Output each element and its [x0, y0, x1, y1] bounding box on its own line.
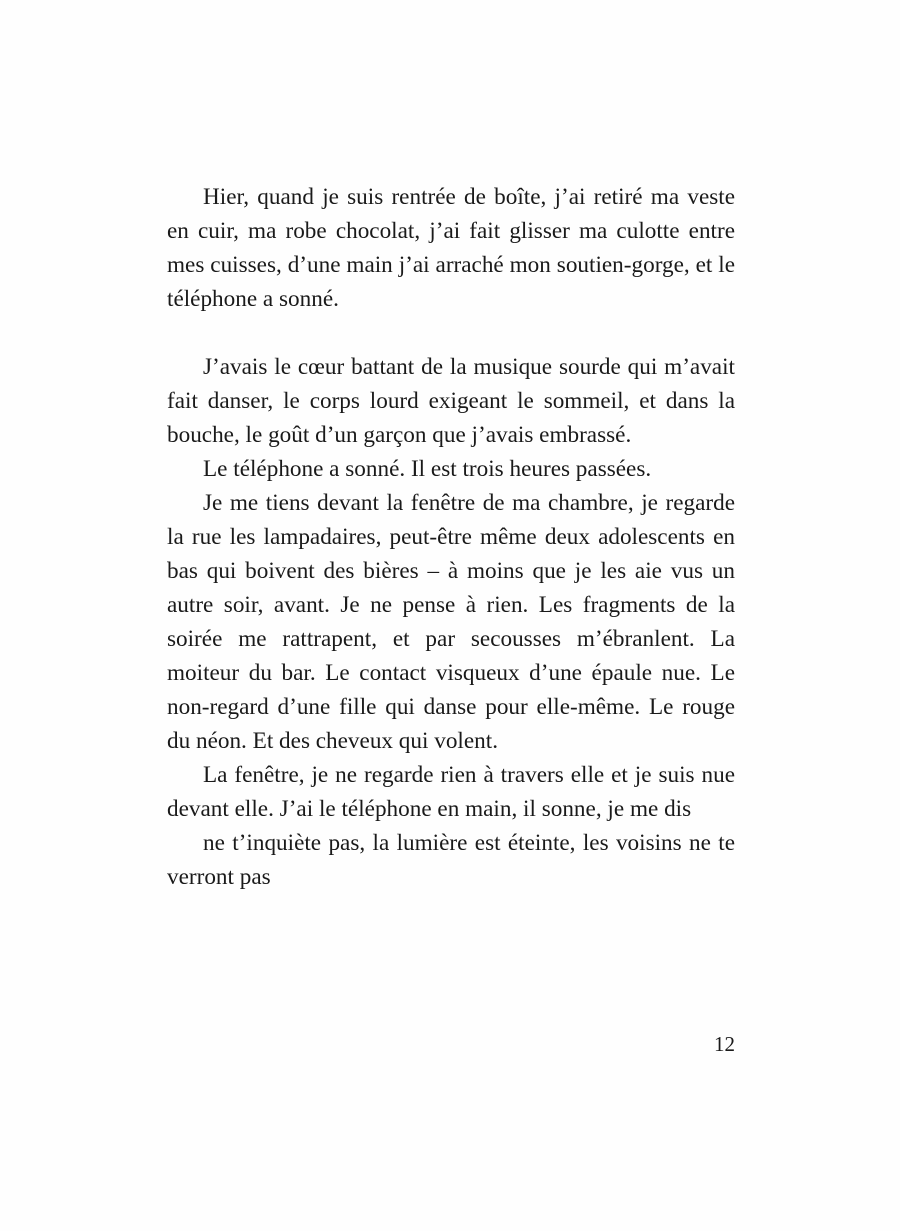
page-text-block [167, 180, 735, 894]
body-paragraph: ne t’inquiète pas, la lumière est éteinte, les voisins ne te verront pas [167, 830, 735, 890]
body-paragraph: J’avais le cœur battant de la musique sourde qui m’avait fait danser, le corps lourd exigeant le sommeil, et dans la bouche, le goût d’un garçon que j’avais embrassé. [167, 354, 735, 448]
body-paragraph: Hier, quand je suis rentrée de boîte, j’ai retiré ma veste en cuir, ma robe chocolat, j’ai fait glisser ma culotte entre mes cuisses, d’une main j’ai arraché mon soutien-gorge, et le téléphone a sonné. [167, 184, 735, 312]
body-paragraph: Je me tiens devant la fenêtre de ma chambre, je regarde la rue les lampadaires, peut-être même deux adolescents en bas qui boivent des bières – à moins que je les aie vus un autre soir, avant. Je ne pense à rien. Les fragments de la soirée me rattrapent, et par secousses m’ébranlent. La moiteur du bar. Le contact visqueux d’une épaule nue. Le non-regard d’une fille qui danse pour elle-même. Le rouge du néon. Et des cheveux qui volent. [167, 490, 735, 754]
body-paragraph: Le téléphone a sonné. Il est trois heures passées. [203, 456, 652, 482]
page-number: 12 [714, 1032, 735, 1056]
body-paragraph: La fenêtre, je ne regarde rien à travers elle et je suis nue devant elle. J’ai le téléphone en main, il sonne, je me dis [167, 762, 735, 822]
